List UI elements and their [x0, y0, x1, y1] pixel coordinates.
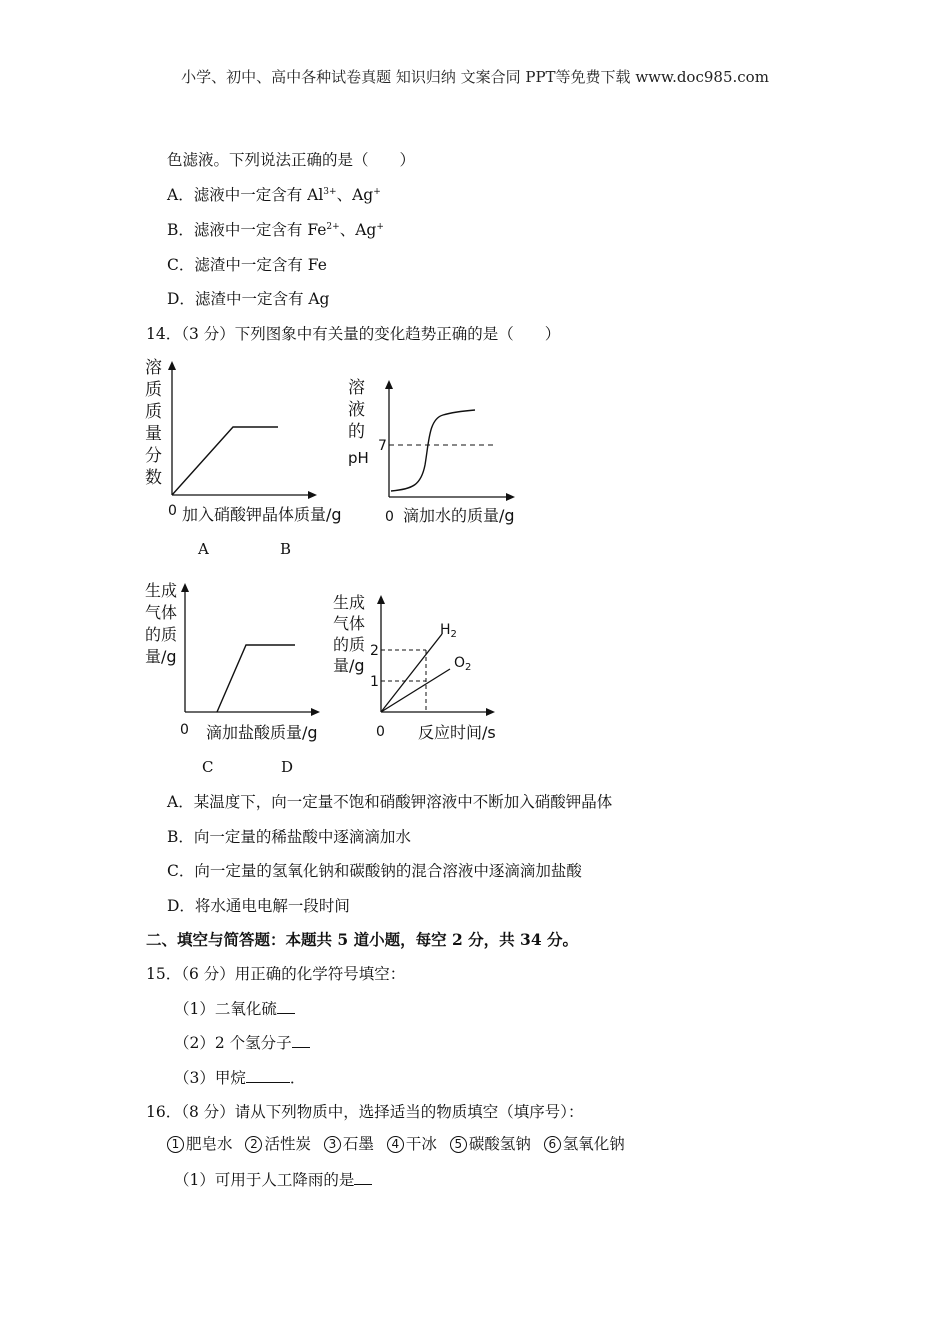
- q16-substances: [167, 1132, 633, 1154]
- graph-b-tick-7: 7: [378, 438, 387, 454]
- graph-a-origin: 0: [168, 503, 177, 519]
- q16-substance-2: 2 活性炭: [245, 1135, 311, 1153]
- graph-b-xlabel: 滴加水的质量/g: [403, 506, 515, 525]
- q13-option-d: D．滤渣中一定含有 Ag: [167, 290, 330, 308]
- graph-c-ylabel-3: 的质: [145, 625, 178, 644]
- graph-a-xlabel: 加入硝酸钾晶体质量/g: [182, 505, 342, 524]
- q14-option-a: A．某温度下，向一定量不饱和硝酸钾溶液中不断加入硝酸钾晶体: [167, 793, 613, 811]
- q13-option-a: A．滤液中一定含有 $Al^{3+}$、Ag+: [167, 186, 381, 204]
- graph-c-y-arrow: [181, 583, 189, 592]
- q16-blank-1: [354, 1170, 372, 1185]
- graph-d-x-arrow: [486, 708, 495, 716]
- q15-blank-3: [246, 1068, 290, 1083]
- graph-c-x-arrow: [311, 708, 320, 716]
- q14-stem: 14．（3 分）下列图象中有关量的变化趋势正确的是（ ）: [146, 325, 561, 343]
- graph-b-caption: B: [280, 540, 292, 558]
- q16-substance-3: 3 石墨: [324, 1135, 374, 1153]
- q16-substance-4: 4 干冰: [387, 1135, 437, 1153]
- graph-b-origin: 0: [385, 509, 394, 525]
- graph-d-tick-2: 2: [370, 643, 379, 659]
- graph-b-ylabel-4: pH: [348, 449, 369, 467]
- graph-d-ylabel-1: 生成: [333, 593, 366, 612]
- q14-option-d: D．将水通电电解一段时间: [167, 897, 350, 915]
- q15-item-2: （2）2 个氢分子: [174, 1031, 310, 1053]
- q13-option-b: B．滤液中一定含有 $Fe^{2+}$、Ag+: [167, 221, 384, 239]
- q15-item-1: （1）二氧化硫: [174, 997, 295, 1019]
- graph-b-ylabel-1: 溶: [348, 378, 365, 398]
- q13-option-c: C．滤渣中一定含有 Fe: [167, 256, 327, 274]
- graph-b-curve: [391, 410, 475, 491]
- q16-item-1: （1）可用于人工降雨的是: [174, 1168, 372, 1190]
- graph-d-tick-1: 1: [370, 674, 379, 690]
- graph-d-h2-line: [381, 634, 442, 712]
- graph-a-ylabel-2: 质: [145, 380, 162, 400]
- graph-d-caption: D: [281, 758, 294, 776]
- q16-substance-1: 1 肥皂水: [167, 1135, 233, 1153]
- q15-blank-2: [292, 1033, 310, 1048]
- graph-b-ylabel-3: 的: [348, 422, 365, 442]
- graph-a-curve: [172, 427, 278, 495]
- graph-d-origin: 0: [376, 724, 385, 740]
- graph-b: [345, 375, 530, 530]
- graph-c-caption: C: [202, 758, 214, 776]
- graph-a-ylabel-4: 量: [145, 424, 162, 444]
- graph-d-ylabel-4: 量/g: [333, 656, 365, 675]
- graph-d-ylabel-2: 气体: [333, 614, 366, 633]
- q16-substance-5: 5 碳酸氢钠: [450, 1135, 531, 1153]
- graph-b-ylabel-2: 液: [348, 400, 365, 420]
- graph-d-o2-line: [381, 669, 450, 712]
- q14-option-c: C．向一定量的氢氧化钠和碳酸钠的混合溶液中逐滴滴加盐酸: [167, 862, 582, 880]
- page-header: 小学、初中、高中各种试卷真题 知识归纳 文案合同 PPT等免费下载 www.doc985.com: [181, 68, 769, 86]
- q16-substance-6: 6 氢氧化钠: [544, 1135, 625, 1153]
- graph-a-y-arrow: [168, 361, 176, 370]
- graph-d-ylabel-3: 的质: [333, 635, 366, 654]
- q13-intro: 色滤液。下列说法正确的是（ ）: [167, 151, 416, 169]
- graph-c-ylabel-2: 气体: [145, 603, 178, 622]
- graph-d: [330, 590, 510, 750]
- q14-option-b: B．向一定量的稀盐酸中逐滴滴加水: [167, 828, 411, 846]
- q15-item-3: （3）甲烷 ．: [174, 1069, 306, 1087]
- graph-c-origin: 0: [180, 722, 189, 738]
- graph-d-o2-label: $O_2$: [454, 655, 472, 673]
- graph-a-ylabel-1: 溶: [145, 358, 162, 378]
- graph-b-x-arrow: [506, 493, 515, 501]
- graph-c-curve: [217, 645, 295, 712]
- q16-stem: 16．（8 分）请从下列物质中，选择适当的物质填空（填序号）：: [146, 1103, 584, 1121]
- graph-c: [140, 578, 340, 748]
- graph-d-h2-label: $H_2$: [440, 622, 457, 640]
- graph-a-ylabel-3: 质: [145, 402, 162, 422]
- graph-c-xlabel: 滴加盐酸质量/g: [206, 723, 318, 742]
- graph-a: [140, 355, 355, 530]
- graph-b-y-arrow: [385, 380, 393, 389]
- graph-d-xlabel: 反应时间/s: [418, 723, 496, 742]
- section-2-title: 二、填空与简答题：本题共 5 道小题，每空 2 分，共 34 分。: [146, 930, 579, 949]
- q15-blank-1: [277, 999, 295, 1014]
- graph-a-x-arrow: [308, 491, 317, 499]
- graph-d-y-arrow: [377, 595, 385, 604]
- graph-a-ylabel-5: 分: [145, 446, 162, 466]
- graph-a-caption: A: [198, 540, 209, 558]
- q15-stem: 15．（6 分）用正确的化学符号填空：: [146, 965, 406, 983]
- graph-c-ylabel-4: 量/g: [145, 647, 177, 666]
- graph-a-ylabel-6: 数: [145, 468, 162, 488]
- graph-c-ylabel-1: 生成: [145, 581, 178, 600]
